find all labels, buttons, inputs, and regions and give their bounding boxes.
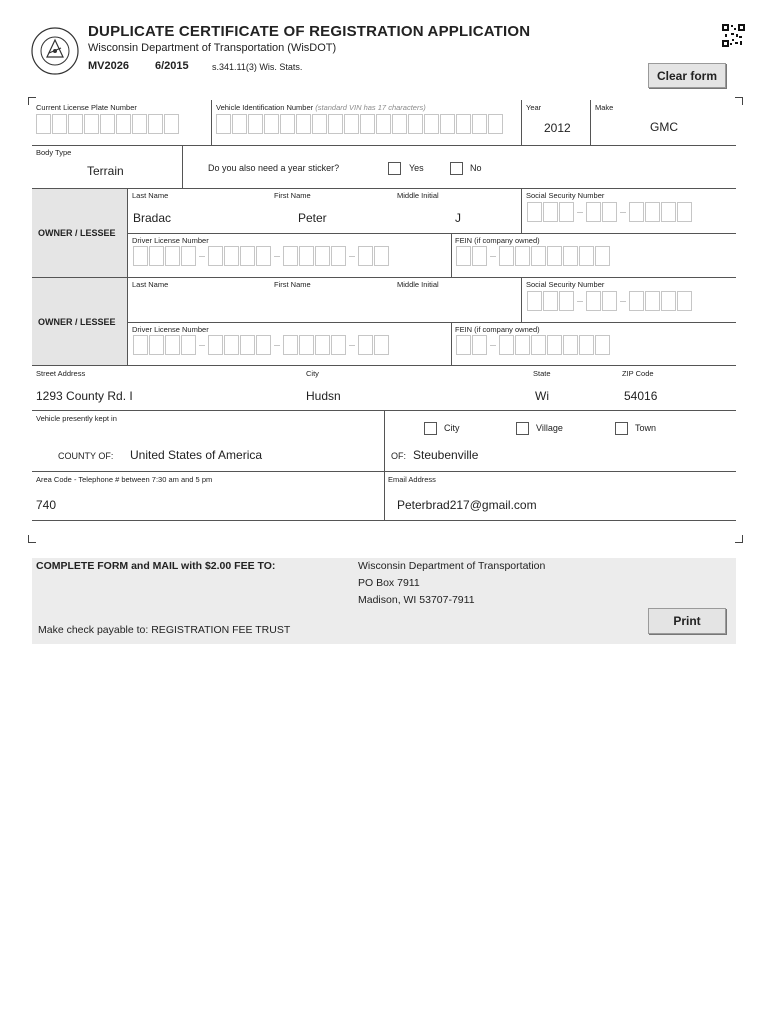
owner-1-dl-label: Driver License Number [132,236,209,245]
divider [211,100,212,145]
owner-1-fein-input[interactable] [456,246,611,266]
mail-address-line-1: Wisconsin Department of Transportation [358,560,546,572]
divider [451,322,452,365]
county-field[interactable]: United States of America [130,448,263,462]
divider [590,100,591,145]
owner-2-dl-input[interactable] [133,335,390,355]
barcode-icon [722,24,745,47]
street-address-label: Street Address [36,369,86,378]
kept-city-checkbox[interactable] [424,422,437,435]
owner-2-ssn-input[interactable] [527,291,693,311]
divider [521,277,522,322]
divider [32,365,736,366]
owner-2-ssn-label: Social Security Number [526,280,605,289]
owner-1-dl-input[interactable] [133,246,390,266]
owner-1-middle-initial-field[interactable]: J [455,211,461,225]
form-number: MV2026 [88,60,129,72]
state-label: State [533,369,551,378]
owner-1-middle-initial-label: Middle Initial [397,191,439,200]
municipality-of-prefix: OF: [391,451,406,461]
wisdot-seal-logo [30,26,80,76]
divider [32,277,736,278]
vehicle-kept-label: Vehicle presently kept in [36,414,117,423]
divider [32,145,736,146]
owner-1-section-label: OWNER / LESSEE [32,189,127,277]
kept-village-label: Village [536,423,563,433]
kept-village-checkbox[interactable] [516,422,529,435]
mail-instruction: COMPLETE FORM and MAIL with $2.00 FEE TO: [36,560,276,572]
divider [127,322,736,323]
email-field[interactable]: Peterbrad217@gmail.com [397,498,537,512]
department-name: Wisconsin Department of Transportation (WisDOT) [88,42,337,54]
city-field[interactable]: Hudsn [306,389,341,403]
owner-1-fein-label: FEIN (if company owned) [455,236,540,245]
owner-1-last-name-label: Last Name [132,191,169,200]
divider [521,100,522,145]
vin-input[interactable] [216,114,504,134]
divider [521,188,522,233]
plate-label: Current License Plate Number [36,103,137,112]
clear-form-button[interactable]: Clear form [648,63,726,88]
owner-1-ssn-label: Social Security Number [526,191,605,200]
sticker-yes-label: Yes [409,163,424,173]
vin-label: Vehicle Identification Number (standard VIN has 17 characters) [216,103,426,112]
frame-corner-top-left [28,97,36,105]
owner-2-dl-label: Driver License Number [132,325,209,334]
check-payable-text: Make check payable to: REGISTRATION FEE TRUST [38,624,291,636]
owner-2-first-name-label: First Name [274,280,311,289]
sticker-no-label: No [470,163,482,173]
print-button[interactable]: Print [648,608,726,634]
kept-town-label: Town [635,423,657,433]
year-field[interactable]: 2012 [544,121,571,135]
owner-1-ssn-input[interactable] [527,202,693,222]
owner-2-section-label: OWNER / LESSEE [32,278,127,365]
owner-1-first-name-field[interactable]: Peter [298,211,327,225]
street-address-field[interactable]: 1293 County Rd. I [36,389,133,403]
mail-address-line-2: PO Box 7911 [358,577,420,589]
state-field[interactable]: Wi [535,389,549,403]
form-date: 6/2015 [155,60,189,72]
owner-2-fein-label: FEIN (if company owned) [455,325,540,334]
county-of-prefix: COUNTY OF: [58,451,114,461]
make-label: Make [595,103,614,112]
owner-1-last-name-field[interactable]: Bradac [133,211,172,225]
owner-2-last-name-label: Last Name [132,280,169,289]
divider [32,188,736,189]
sticker-yes-checkbox[interactable] [388,162,401,175]
divider [32,471,736,472]
owner-2-middle-initial-label: Middle Initial [397,280,439,289]
phone-field[interactable]: 740 [36,498,57,512]
divider [451,233,452,277]
divider [127,233,736,234]
municipality-field[interactable]: Steubenville [413,448,479,462]
phone-label: Area Code - Telephone # between 7:30 am and 5 pm [36,475,213,484]
kept-city-label: City [444,423,460,433]
year-label: Year [526,103,542,112]
form-title: DUPLICATE CERTIFICATE OF REGISTRATION APPLICATION [88,23,531,40]
zip-field[interactable]: 54016 [624,389,658,403]
sticker-question: Do you also need a year sticker? [208,163,340,173]
divider [182,145,183,188]
owner-1-first-name-label: First Name [274,191,311,200]
divider [32,520,736,521]
email-label: Email Address [388,475,436,484]
zip-label: ZIP Code [622,369,654,378]
kept-town-checkbox[interactable] [615,422,628,435]
statute-reference: s.341.11(3) Wis. Stats. [212,62,303,72]
body-type-field[interactable]: Terrain [87,164,124,178]
plate-number-input[interactable] [36,114,180,134]
body-type-label: Body Type [36,148,72,157]
frame-corner-bottom-left [28,535,36,543]
city-label: City [306,369,319,378]
divider [384,410,385,520]
frame-corner-top-right [735,97,743,105]
owner-2-fein-input[interactable] [456,335,611,355]
make-field[interactable]: GMC [650,120,678,134]
mail-address-line-3: Madison, WI 53707-7911 [358,594,475,606]
sticker-no-checkbox[interactable] [450,162,463,175]
frame-corner-bottom-right [735,535,743,543]
